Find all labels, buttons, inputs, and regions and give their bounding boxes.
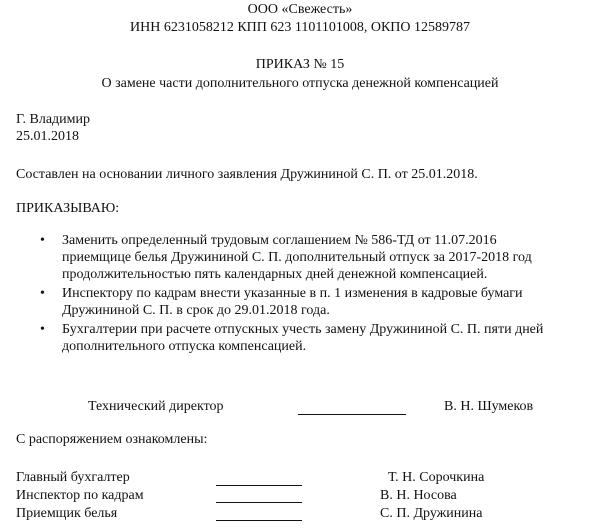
signature-line: [216, 485, 302, 486]
signature-position: Главный бухгалтер: [16, 470, 130, 485]
signature-name: С. П. Дружинина: [380, 506, 483, 521]
list-item: [30, 321, 590, 355]
item-line: Дружининой С. П. в срок до 29.01.2018 года.: [62, 303, 330, 318]
bullet-icon: •: [40, 322, 45, 337]
item-line: Заменить определенный трудовым соглашением № 586-ТД от 11.07.2016: [62, 233, 497, 248]
place: Г. Владимир: [16, 112, 91, 127]
item-line: Бухгалтерии при расчете отпускных учесть замену Дружининой С. П. пяти дней: [62, 322, 544, 337]
bullet-icon: •: [40, 233, 45, 248]
order-subject: О замене части дополнительного отпуска денежной компенсацией: [101, 76, 499, 91]
order-date: 25.01.2018: [16, 129, 79, 144]
signature-position: Приемщик белья: [16, 506, 118, 521]
signature-line: [216, 502, 302, 503]
bullet-icon: •: [40, 286, 45, 301]
signature-position: Инспектор по кадрам: [16, 488, 144, 503]
director-name: В. Н. Шумеков: [444, 399, 534, 414]
signature-name: Т. Н. Сорочкина: [388, 470, 485, 485]
acquainted-heading: С распоряжением ознакомлены:: [16, 432, 208, 447]
basis-text: Составлен на основании личного заявления Дружининой С. П. от 25.01.2018.: [16, 167, 478, 182]
item-line: приемщице белья Дружининой С. П. дополнительный отпуск за 2017-2018 год: [62, 250, 532, 265]
order-items: [30, 232, 590, 357]
company-name: ООО «Свежесть»: [247, 2, 353, 17]
order-title: ПРИКАЗ № 15: [255, 57, 345, 72]
company-codes: ИНН 6231058212 КПП 623 1101101008, ОКПО 12589787: [129, 20, 471, 35]
director-signature-line: [298, 414, 406, 415]
signature-line: [216, 520, 302, 521]
list-item: [30, 232, 590, 283]
item-line: продолжительностью пять календарных дней денежной компенсацией.: [62, 267, 488, 282]
item-line: дополнительного отпуска компенсацией.: [62, 339, 307, 354]
order-word: ПРИКАЗЫВАЮ:: [16, 201, 120, 216]
director-position: Технический директор: [88, 399, 224, 414]
signature-name: В. Н. Носова: [380, 488, 457, 503]
list-item: [30, 285, 590, 319]
item-line: Инспектору по кадрам внести указанные в п. 1 изменения в кадровые бумаги: [62, 286, 523, 301]
